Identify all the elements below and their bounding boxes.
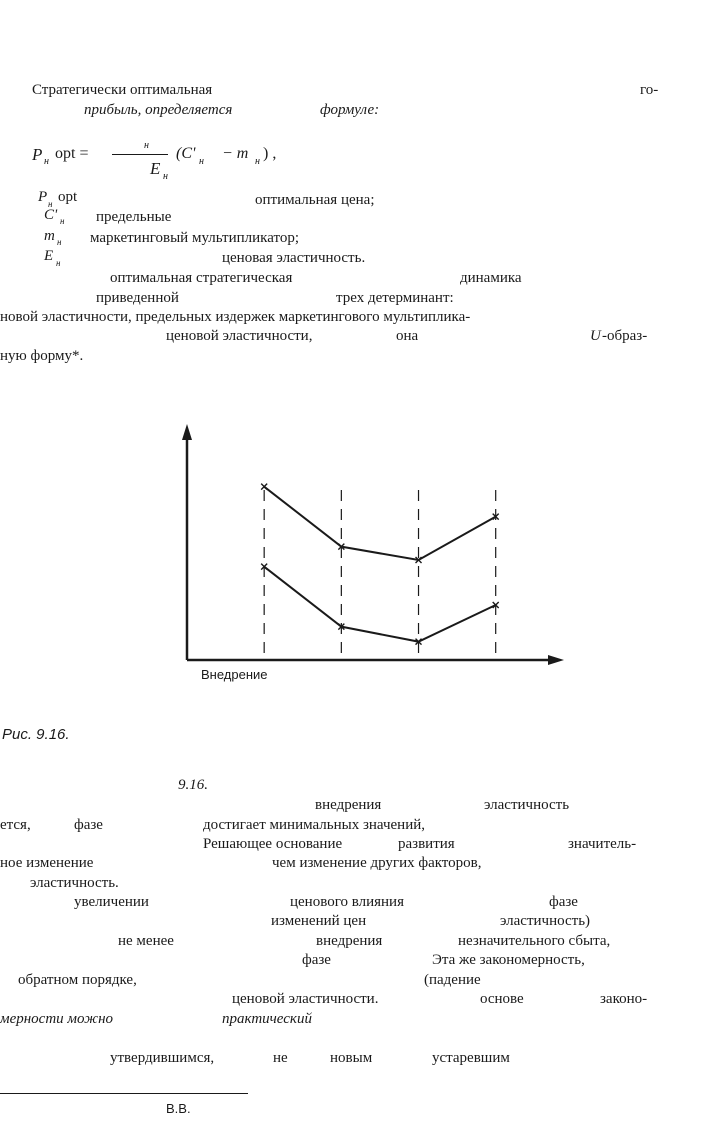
p5-word-1: утвердившимся, bbox=[110, 1050, 215, 1066]
p4-line6-c: законо- bbox=[600, 991, 648, 1007]
p2-line4-a: ценовой эластичности, bbox=[166, 328, 313, 344]
p3-figure-ref: 9.16. bbox=[178, 777, 208, 793]
def2-text: предельные bbox=[96, 209, 172, 225]
p1-line2-a: прибыль, определяется bbox=[84, 102, 233, 118]
p4-line5-a: обратном порядке, bbox=[18, 972, 137, 988]
p3-line1-b: эластичность bbox=[484, 797, 570, 813]
footnote-rule bbox=[0, 1093, 248, 1094]
formula-lhs-p: P bbox=[32, 145, 43, 164]
def1-symbol: P bbox=[38, 189, 48, 205]
def1-symbol-opt: opt bbox=[58, 189, 78, 205]
p3-line4-a: ное изменение bbox=[0, 855, 94, 871]
formula-c-sub: н bbox=[199, 156, 204, 167]
p4-line1-c: фазе bbox=[549, 894, 578, 910]
formula-m-sub: н bbox=[255, 156, 260, 167]
p3-line2-c: достигает минимальных значений, bbox=[203, 817, 425, 833]
def1-text: оптимальная цена; bbox=[255, 192, 375, 208]
p5-word-3: новым bbox=[330, 1050, 373, 1066]
def3-symbol-sub: н bbox=[57, 237, 62, 247]
p4-line3-b: внедрения bbox=[316, 933, 383, 949]
p4-line1-b: ценового влияния bbox=[290, 894, 404, 910]
def1-symbol-sub: н bbox=[48, 199, 53, 209]
x-axis-label: Внедрение bbox=[201, 667, 268, 682]
footnote-text: В.В. bbox=[166, 1101, 191, 1116]
p4-line2-a: изменений цен bbox=[271, 913, 367, 929]
p4-line4-a: фазе bbox=[302, 952, 331, 968]
formula-numerator-sub: н bbox=[144, 140, 149, 151]
p4-line4-b: Эта же закономерность, bbox=[432, 952, 585, 968]
p2-line1-a: оптимальная стратегическая bbox=[110, 270, 293, 286]
p3-line5: эластичность. bbox=[30, 875, 119, 891]
p2-line1-b: динамика bbox=[460, 270, 522, 286]
p4-line2-b: эластичность) bbox=[500, 913, 591, 929]
y-axis-arrow-icon bbox=[182, 424, 192, 440]
p3-line3-b: развития bbox=[398, 836, 455, 852]
data-point-1-1 bbox=[261, 484, 267, 490]
formula-close: ) , bbox=[263, 145, 277, 162]
formula-denominator: E bbox=[150, 159, 161, 178]
p4-line3-c: незначительного сбыта, bbox=[458, 933, 611, 949]
def4-symbol: E bbox=[44, 248, 54, 264]
def4-symbol-sub: н bbox=[56, 258, 61, 268]
x-axis-arrow-icon bbox=[548, 655, 564, 665]
p4-line7-b: практический bbox=[222, 1011, 312, 1027]
series-line-1 bbox=[264, 487, 496, 560]
p4-line3-a: не менее bbox=[118, 933, 174, 949]
p4-line5-b: (падение bbox=[424, 972, 481, 988]
def4-text: ценовая эластичность. bbox=[222, 250, 366, 266]
figure-caption: Рис. 9.16. bbox=[2, 726, 70, 743]
def2-symbol: C' bbox=[44, 207, 58, 223]
p4-line7-a: мерности можно bbox=[0, 1011, 114, 1027]
p3-line1-a: внедрения bbox=[315, 797, 382, 813]
p4-line1-a: увеличении bbox=[74, 894, 149, 910]
p2-line3: новой эластичности, предельных издержек маркетингового мультиплика- bbox=[0, 309, 471, 325]
formula-lhs-sub: н bbox=[44, 156, 49, 167]
def2-symbol-sub: н bbox=[60, 216, 65, 226]
p2-line4-c: U bbox=[590, 328, 601, 344]
p2-line4-d: -образ- bbox=[602, 328, 648, 344]
p4-line6-a: ценовой эластичности. bbox=[232, 991, 379, 1007]
def3-symbol: m bbox=[44, 228, 55, 244]
p3-line4-b: чем изменение других факторов, bbox=[272, 855, 482, 871]
p1-line2-b: формуле: bbox=[320, 102, 380, 118]
p1-line1-a: Стратегически оптимальная bbox=[32, 82, 213, 98]
p5-word-4: устаревшим bbox=[432, 1050, 510, 1066]
formula-lhs-opt: opt = bbox=[55, 145, 89, 162]
p3-line3-a: Решающее основание bbox=[203, 836, 343, 852]
p2-line2-b: трех детерминант: bbox=[336, 290, 454, 306]
p4-line6-b: основе bbox=[480, 991, 524, 1007]
formula-paren-c: (C' bbox=[176, 145, 196, 162]
p5-word-2: не bbox=[273, 1050, 288, 1066]
p3-line3-c: значитель- bbox=[568, 836, 637, 852]
p1-line1-b: го- bbox=[640, 82, 659, 98]
p3-line2-a: ется, bbox=[0, 817, 31, 833]
def3-text: маркетинговый мультипликатор; bbox=[90, 230, 300, 246]
formula-denominator-sub: н bbox=[163, 171, 168, 182]
p2-line5: ную форму*. bbox=[0, 348, 84, 364]
p2-line2-a: приведенной bbox=[96, 290, 179, 306]
formula-minus-m: − m bbox=[222, 145, 249, 162]
series-line-2 bbox=[264, 567, 496, 642]
p3-line2-b: фазе bbox=[74, 817, 103, 833]
p2-line4-b: она bbox=[396, 328, 419, 344]
